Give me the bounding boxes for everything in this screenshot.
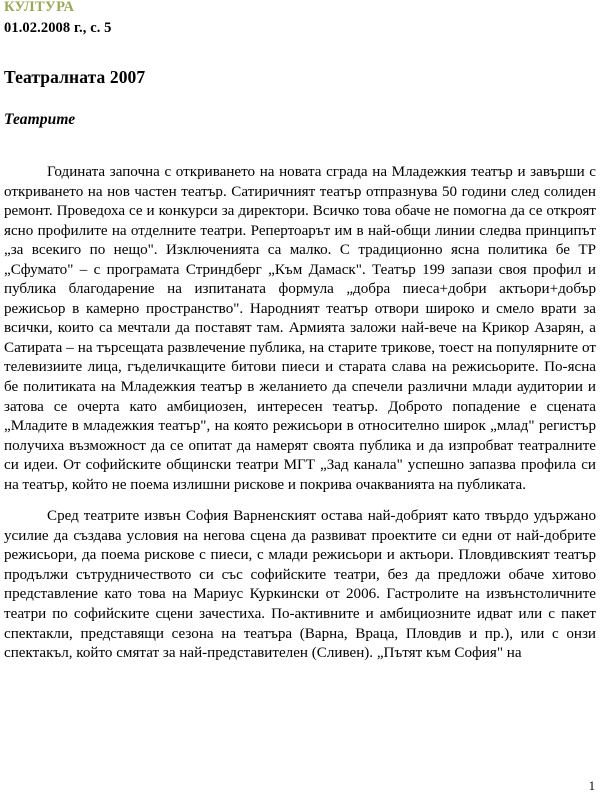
publication-masthead: КУЛТУРА [4,0,75,15]
article-subtitle: Театрите [4,110,76,128]
article-title: Театралната 2007 [4,66,146,87]
article-paragraph: Годината започна с откриването на новата сграда на Младежкия театър и завърши с откриването на нов частен театър. Сатиричният театър отпразнува 50 години след солиден ремонт. Проведоха се и конкурси за директори. Всичко това обаче не помогна да се откроят ясно профилите на отделните театри. Репертоарът им в най-общи линии следва принципът „за всекиго по нещо". Изключенията са малко. С традиционно ясна политика бе ТР „Сфумато" – с програмата Стриндберг „Към Дамаск". Театър 199 запази своя профил и публика благодарение на изпитаната формула „добра пиеса+добри актьори+добър режисьор в камерно пространство". Народният театър отвори широко и смело врати за всички, които са мечтали да поставят там. Армията заложи най-вече на Крикор Азарян, а Сатирата – на търсещата развлечение публика, на старите трикове, тоест на популярните от телевизиите лица, гъделичкащите битови пиеси и старата слава на режисьорите. По-ясна бе политиката на Младежкия театър в желанието да спечели различни млади аудитории и затова се очерта като амбициозен, интересен театър. Доброто попадение е сцената „Младите в младежкия театър", на която режисьори в относително широк „млад" регистър получиха възможност да се опитат да намерят своята публика и да изпробват театралните си идеи. От софийските общински театри МГТ „Зад канала" успешно запазва профила си на театър, който не поема излишни рискове и покрива очакванията на публиката. [4,164,596,493]
article-body [4,163,596,664]
publication-dateline: 01.02.2008 г., с. 5 [4,20,112,36]
page-number: 1 [588,779,595,793]
article-paragraph: Сред театрите извън София Варненският остава най-добрият като твърдо удържано усилие да създава условия на негова сцена да развиват проектите си едни от най-добрите режисьори, да поема рискове с пиеси, с млади режисьори и актьори. Пловдивският театър продължи сътрудничеството си със софийските театри, без да предложи обаче хитово представление като това на Мариус Куркински от 2006. Гастролите на извънстоличните театри по софийските сцени зачестиха. По-активните и амбициозните идват или с пакет спектакли, представящи сезона на театъра (Варна, Враца, Пловдив и пр.), или с онзи спектакъл, който смятат за най-представителен (Сливен). „Пътят към София" на [4,508,596,662]
